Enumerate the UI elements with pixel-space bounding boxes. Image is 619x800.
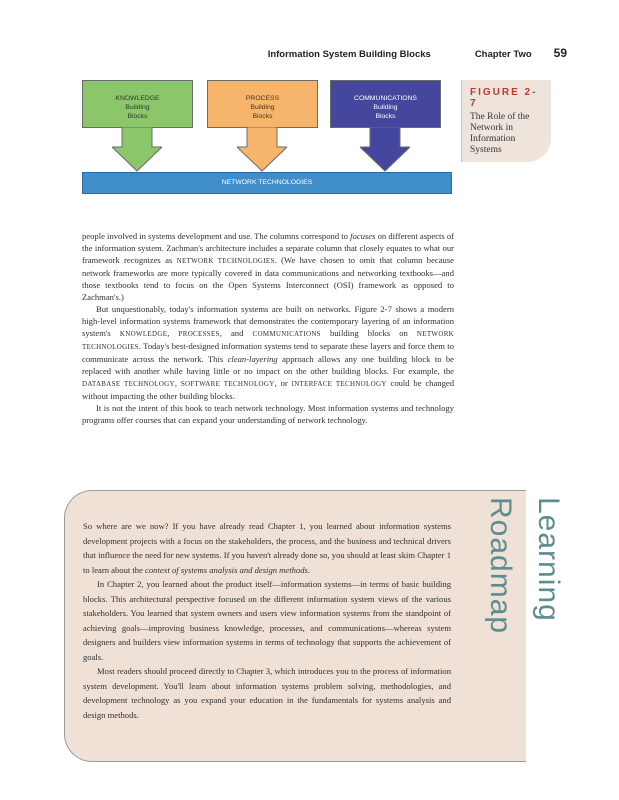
learning-roadmap-box [64,490,526,762]
emphasis: focuses [350,231,376,241]
text-run: , [167,328,179,338]
text-run: . (We have chosen to omit that column because network frameworks are more typically covered in data communications and networking textbooks—and those textbooks tend to focus on the Open Systems Interconnect (OSI) framework as opposed to Zachman's.) [82,255,454,302]
roadmap-title: Learning Roadmap [484,497,565,635]
text-run: people involved in systems development and use. The columns correspond to [82,231,351,241]
process-block-line2: Building [250,104,275,111]
page-number: 59 [553,46,567,60]
text-run: . Today's best-designed information systems tend to separate these layers and force them to communicate across the network. This [82,341,454,364]
small-caps-term: NETWORK TECHNOLOGIES [82,330,455,351]
running-header [268,46,567,60]
knowledge-block-line3: Blocks [127,113,148,120]
small-caps-term: KNOWLEDGE [119,330,168,338]
knowledge-down-arrow [112,127,162,172]
text-run: approach allows any one building block to be replaced with another while having little or no impact on the other building blocks. For example, the [82,354,454,376]
small-caps-term: PROCESSES [178,330,220,338]
chapter-label: Chapter Two [474,49,532,60]
knowledge-block-line2: Building [125,104,150,111]
process-down-arrow [237,127,287,172]
process-block-line3: Blocks [252,113,273,120]
communications-block-line2: Building [373,104,398,111]
body-text [82,230,454,426]
emphasis: context of systems analysis and design methods [145,564,308,575]
small-caps-term: INTERFACE TECHNOLOGY [291,380,387,388]
text-run: , and [219,328,253,338]
text-run: could be changed without impacting the other building blocks. [82,378,455,401]
knowledge-block [82,80,193,128]
small-caps-term: SOFTWARE TECHNOLOGY [180,380,275,388]
communications-down-arrow [360,127,410,172]
figure-caption [461,80,551,162]
small-caps-term: NETWORK TECHNOLOGIES [176,257,275,265]
roadmap-text [83,519,451,722]
knowledge-block-title: KNOWLEDGE [115,95,160,102]
figure-caption-text: The Role of the Network in Information Systems [470,112,530,155]
communications-block-title: COMMUNICATIONS [354,95,417,102]
body-paragraph-1 [82,230,454,303]
text-run: So where are we now? If you have already read Chapter 1, you learned about information systems development projects with a focus on the stakeholders, the process, and the business and technical drivers that influence the need for new systems. If you haven't already done so, you should at least skim Chapter 1 to learn about the [83,521,451,575]
process-block-title: PROCESS [245,95,280,102]
text-run: on different aspects of the information system. Zachman's architecture includes a separate column that closely equates to what our framework recognizes as [82,231,455,265]
text-run: building blocks on [320,328,417,338]
text-run: , or [274,378,292,388]
text-run: But unquestionably, today's information systems are built on networks. Figure 2-7 shows a modern high-level information systems framework that demonstrates the contemporary layering of an information system's [82,304,454,338]
text-run: , [174,378,181,388]
figure-2-7-diagram [82,80,452,215]
running-title: Information System Building Blocks [267,49,431,60]
small-caps-term: DATABASE TECHNOLOGY [82,380,175,388]
figure-label: FIGURE 2-7 [470,87,538,109]
roadmap-paragraph-3: Most readers should proceed directly to Chapter 3, which introduces you to the process of information system development. You'll learn about information systems problem solving, methodologies, and development technology as you expand your education in the fundamentals for systems analysis and design methods. [83,666,451,720]
process-block [207,80,318,128]
text-run: . [307,564,310,575]
small-caps-term: COMMUNICATIONS [252,330,321,338]
emphasis: clean-layering [227,354,278,364]
body-paragraph-3: It is not the intent of this book to teach network technology. Most information systems and technology programs offer courses that can expand your understanding of network technology. [82,403,454,425]
network-technologies-bar: NETWORK TECHNOLOGIES [82,172,452,194]
roadmap-paragraph-1 [83,519,451,577]
body-paragraph-2 [82,303,454,402]
communications-block [330,80,441,128]
communications-block-line3: Blocks [375,113,396,120]
roadmap-paragraph-2: In Chapter 2, you learned about the product itself—information systems—in terms of basic building blocks. This architectural perspective focused on the different information system views of the various stakeholders. You learned that system owners and users view information systems from the standpoint of achieving goals—improving business knowledge, processes, and communications—whereas system designers and builders view information systems in terms of technology that supports the achievement of goals. [83,579,451,662]
